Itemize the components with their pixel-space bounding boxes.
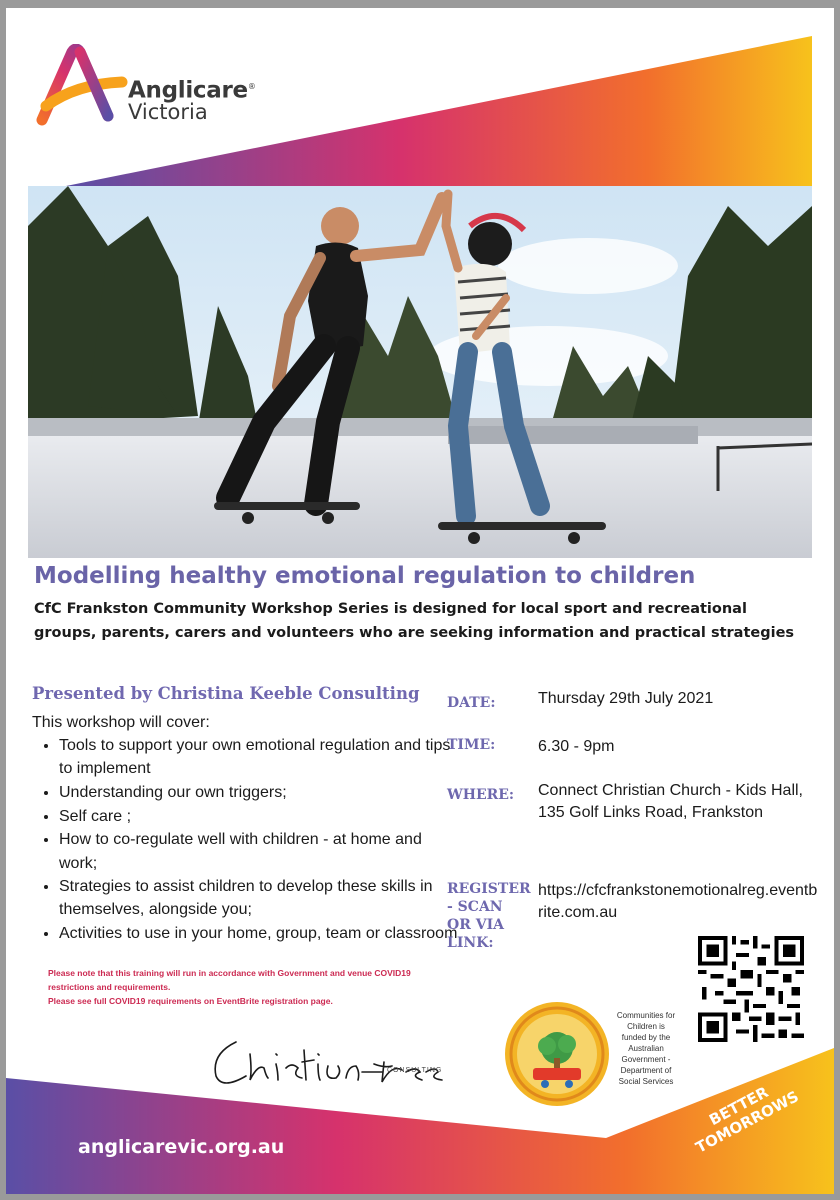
list-item: • Strategies to assist children to develop these skills in themselves, alongside you; bbox=[59, 875, 463, 921]
list-item: • Activities to use in your home, group, team or classroom bbox=[59, 922, 463, 945]
covid-notice-line-1: Please note that this training will run in accordance with Government and venue COVID19 restrictions and requirements. bbox=[48, 968, 411, 992]
register-link[interactable]: https://cfcfrankstonemotionalreg.eventbrite.com.au bbox=[538, 882, 818, 921]
time-value: 6.30 - 9pm bbox=[538, 738, 615, 755]
registered-mark: ® bbox=[247, 82, 256, 91]
qr-code[interactable] bbox=[698, 936, 804, 1042]
time-label: TIME: bbox=[447, 737, 496, 753]
cover-intro: This workshop will cover: bbox=[32, 714, 210, 731]
list-item: • Tools to support your own emotional regulation and tips to implement bbox=[59, 734, 463, 780]
covid-notice-line-2: Please see full COVID19 requirements on EventBrite registration page. bbox=[48, 996, 333, 1006]
headline: Modelling healthy emotional regulation to children bbox=[34, 563, 696, 589]
brand-name: Anglicare® bbox=[128, 77, 256, 104]
footer-tagline: BETTER TOMORROWS bbox=[692, 1083, 802, 1157]
funding-note: Communities for Children is funded by the Australian Government - Department of Social Services bbox=[616, 1011, 676, 1086]
anglicare-logo bbox=[36, 44, 286, 134]
topics-list bbox=[32, 734, 463, 946]
brand-region: Victoria bbox=[128, 100, 208, 124]
date-label: DATE: bbox=[447, 695, 496, 711]
covid-notice bbox=[48, 966, 448, 1008]
date-value: Thursday 29th July 2021 bbox=[538, 690, 714, 707]
hero-photo bbox=[28, 186, 812, 558]
list-item: • Self care ; bbox=[59, 805, 463, 828]
register-label: REGISTER - SCAN OR VIA LINK: bbox=[447, 881, 531, 951]
anglicare-a-icon bbox=[36, 44, 128, 128]
list-item: • How to co-regulate well with children - at home and work; bbox=[59, 828, 463, 874]
where-label: WHERE: bbox=[447, 787, 515, 803]
list-item: • Understanding our own triggers; bbox=[59, 781, 463, 804]
footer-website-link[interactable]: anglicarevic.org.au bbox=[78, 1136, 285, 1158]
intro-paragraph: CfC Frankston Community Workshop Series is designed for local sport and recreational groups, parents, carers and volunteers who are seeking information and practical strategies bbox=[34, 601, 795, 641]
flyer-page bbox=[6, 8, 834, 1194]
signature-sub: CONSULTING bbox=[387, 1067, 443, 1074]
presenter-line: Presented by Christina Keeble Consulting bbox=[32, 684, 420, 703]
where-value: Connect Christian Church - Kids Hall, 135 Golf Links Road, Frankston bbox=[538, 782, 803, 821]
